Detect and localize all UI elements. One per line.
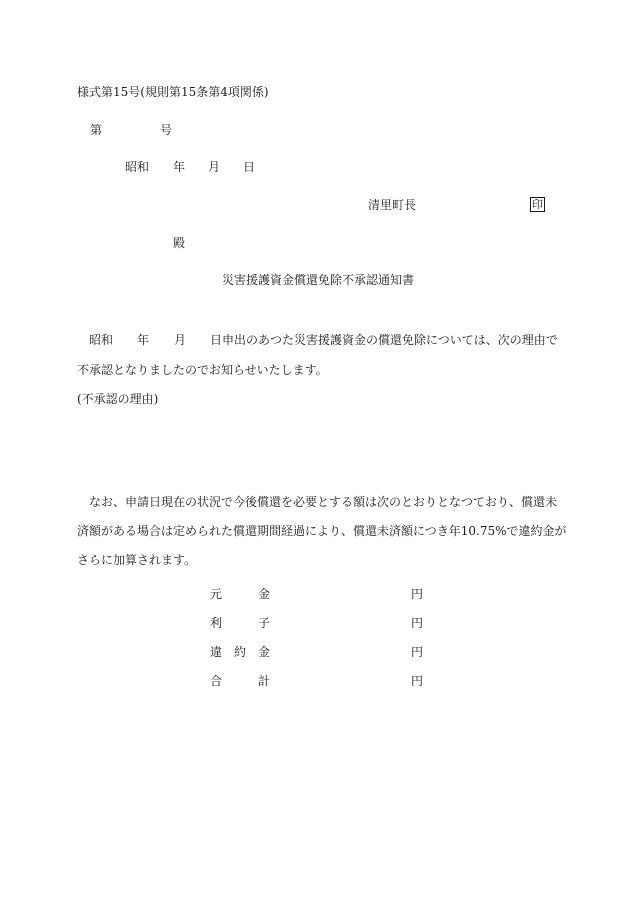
amount-label-char: 元 <box>210 587 223 601</box>
reason-label: (不承認の理由) <box>77 392 159 406</box>
amount-row-principal-unit: 円 <box>411 587 424 601</box>
date-era: 昭和 <box>125 160 150 174</box>
date-month: 月 <box>208 160 221 174</box>
amount-row-interest-unit: 円 <box>411 616 424 630</box>
document-number-prefix: 第 <box>90 123 103 137</box>
para2-line2: 済額がある場合は定められた償還期間経過により、償還未済額につき年10.75%で違約金が <box>77 524 567 538</box>
amount-label-char: 合 <box>210 674 223 688</box>
amount-row-penalty-unit: 円 <box>411 645 424 659</box>
amount-label-char: 金 <box>257 587 270 601</box>
seal-mark: 印 <box>532 198 543 211</box>
amount-label-char: 違 <box>210 645 223 659</box>
para2-line3: さらに加算されます。 <box>77 553 197 567</box>
para1-line2: 不承認となりましたのでお知らせいたします。 <box>77 363 328 377</box>
document-number-suffix: 号 <box>160 123 173 137</box>
para1-month: 月 <box>174 333 187 347</box>
issuer-name: 清里町長 <box>368 198 417 212</box>
document-title: 災害援護資金償還免除不承認通知書 <box>222 273 415 287</box>
amount-row-total-unit: 円 <box>411 674 424 688</box>
amount-label-char: 約 <box>233 645 246 659</box>
date-day: 日 <box>243 160 256 174</box>
amount-row-total-label <box>210 674 270 688</box>
amount-row-principal-label <box>210 587 270 601</box>
amount-label-char: 金 <box>257 645 270 659</box>
para1-line1: 日申出のあつた災害援護資金の償還免除については、次の理由で <box>210 333 558 347</box>
amount-label-char: 計 <box>257 674 270 688</box>
amount-label-char: 子 <box>257 616 270 630</box>
date-year: 年 <box>173 160 186 174</box>
amount-row-penalty-label <box>210 645 270 659</box>
amount-label-char: 利 <box>210 616 223 630</box>
form-number: 様式第15号(規則第15条第4項関係) <box>77 85 269 99</box>
amount-row-interest-label <box>210 616 270 630</box>
para1-era: 昭和 <box>89 333 114 347</box>
para1-year: 年 <box>137 333 150 347</box>
addressee-suffix: 殿 <box>173 236 186 250</box>
para2-line1: なお、申請日現在の状況で今後償還を必要とする額は次のとおりとなつており、償還未 <box>89 495 558 509</box>
